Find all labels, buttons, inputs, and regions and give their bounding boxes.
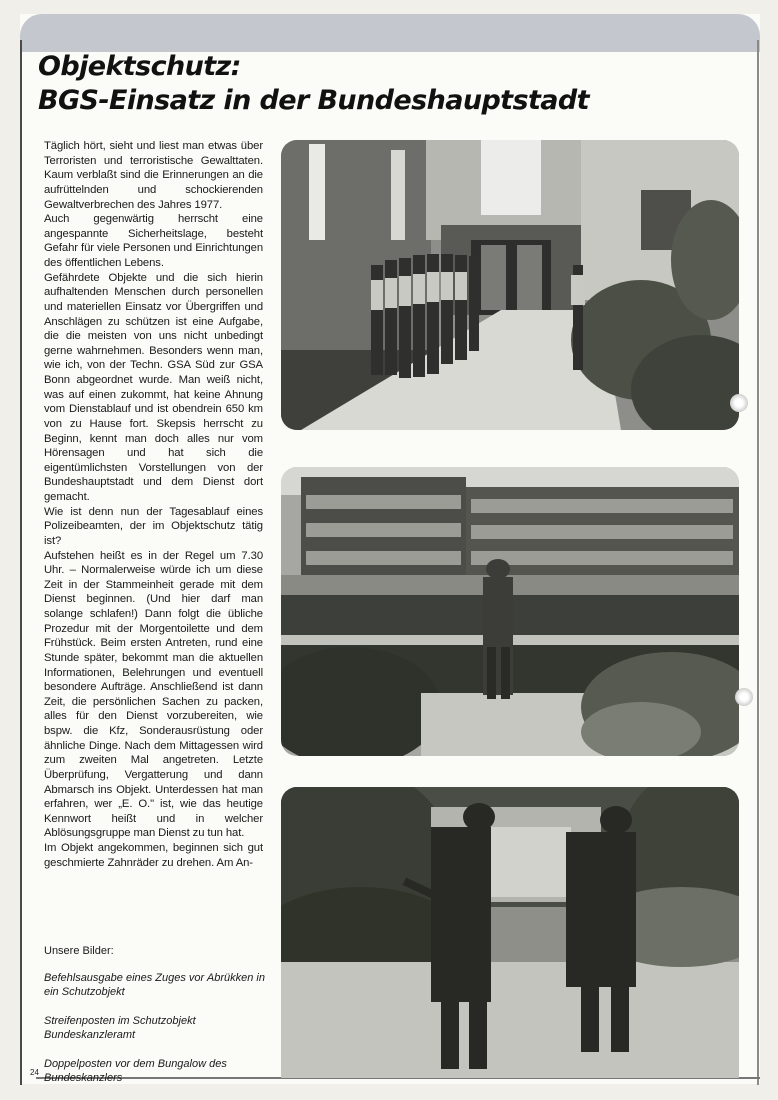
body-paragraph: Wie ist denn nun der Tagesablauf eines Polizeibeamten, der im Objektschutz tätig ist? (44, 505, 263, 547)
caption-item: Befehlsausgabe eines Zuges vor Abrükken in ein Schutzobjekt (44, 971, 265, 998)
photo-platoon-briefing (281, 140, 739, 430)
left-border-rule (20, 40, 22, 1085)
header-band (20, 14, 760, 52)
headline-line-1: Objektschutz: (38, 51, 241, 82)
headline-line-2: BGS-Einsatz in der Bundeshauptstadt (38, 85, 589, 116)
body-paragraph: Auch gegenwärtig herrscht eine angespannte Sicherheitslage, besteht Gefahr für viele Personen und Einrichtungen des öffentlichen Lebens. (44, 213, 263, 269)
body-paragraph: Im Objekt angekommen, beginnen sich gut geschmierte Zahnräder zu drehen. Am An- (44, 842, 263, 869)
right-border-rule (757, 40, 759, 1085)
page-number: 24 (30, 1068, 39, 1077)
caption-item: Streifenposten im Schutzobjekt Bundeskanzleramt (44, 1014, 196, 1041)
binder-punch-hole (730, 394, 748, 412)
article-headline (38, 50, 738, 118)
photo-bungalow-double-post (281, 787, 739, 1078)
body-paragraph: Gefährdete Objekte und die sich hierin aufhaltenden Menschen durch personellen und materiellen Einsatz vor Übergriffen und Anschlägen zu schützen ist eine Aufgabe, die die meisten von uns nicht unbedingt gerne wahrnehmen. Besonders wenn man, wie ich, von der Techn. GSA Süd zur GSA Bonn abgeordnet wurde. Man weiß nicht, was auf einen zukommt, hat keine Ahnung vom Dienstablauf und ist obendrein 650 km von zu Hause fort. Skepsis herrscht zu Beginn, kennt man doch alles nur vom Hörensagen und hat sich die eigentümlichsten Vorstellungen von der Bundeshauptstadt und dem Dienst dort gemacht. (44, 271, 263, 503)
photo-chancellery-patrol (281, 467, 739, 756)
body-paragraph: Aufstehen heißt es in der Regel um 7.30 Uhr. – Normalerweise würde ich um diese Zeit in der Stammeinheit gerade mit dem Dienst beginnen. (Und hier darf man solange schlafen!) Dann folgt die übliche Prozedur mit der Morgentoilette und dem Frühstück. Beim ersten Antreten, rund eine Stunde später, bekommt man die aktuellen Informationen, Belehrungen und eventuell besondere Aufträge. Anschließend ist dann Zeit, die persönlichen Sachen zu packen, alles für den Dienst vorzubereiten, wie bspw. die Kfz, Sonderausrüstung oder ähnliche Dinge. Nach dem Mittagessen wird zum zweiten Mal angetreten. Letzte Überprüfung, Vergatterung und dann Abmarsch ins Objekt. Unterdessen hat man erfahren, wer „E. O." ist, wie das heutige Kennwort heißt und in welcher Ablösungsgruppe man Dienst zu tun hat. (44, 549, 263, 840)
body-paragraph: Täglich hört, sieht und liest man etwas über Terroristen und terroristische Gewalttaten. Kaum verblaßt sind die Erinnerungen an die aufrüttelnden und schockierenden Gewaltverbrechen des Jahres 1977. (44, 140, 263, 211)
photo-captions (44, 944, 266, 1100)
captions-heading: Unsere Bilder: (44, 945, 114, 957)
binder-punch-hole (735, 688, 753, 706)
article-body (44, 139, 263, 870)
caption-item: Doppelposten vor dem Bungalow des Bundeskanzlers (44, 1057, 227, 1084)
